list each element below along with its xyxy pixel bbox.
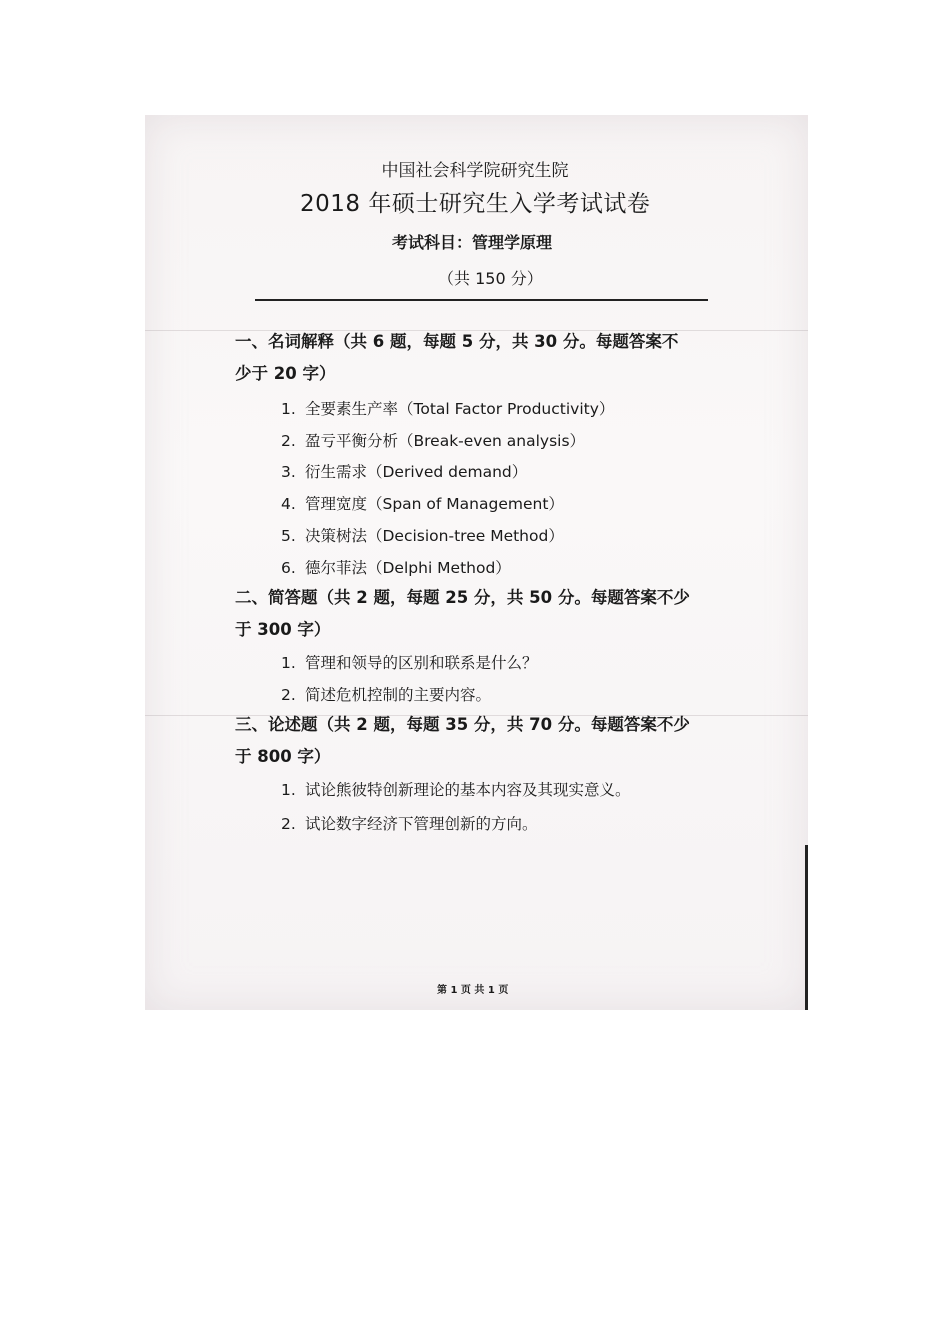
- section-heading: 二、简答题（共 2 题，每题 25 分，共 50 分。每题答案不少: [235, 588, 690, 607]
- question-text: 管理和领导的区别和联系是什么？: [305, 654, 538, 672]
- question-text: 简述危机控制的主要内容。: [305, 686, 492, 704]
- question-number: 1.: [281, 781, 296, 799]
- question-item: [281, 778, 631, 800]
- question-number: 3.: [281, 463, 296, 481]
- question-text: 盈亏平衡分析（Break-even analysis）: [305, 432, 586, 450]
- section-short-answer: [235, 582, 715, 646]
- question-text: 试论熊彼特创新理论的基本内容及其现实意义。: [305, 781, 631, 799]
- question-text: 决策树法（Decision-tree Method）: [305, 527, 564, 545]
- total-score: （共 150 分）: [438, 269, 543, 288]
- question-text: 管理宽度（Span of Management）: [305, 495, 564, 513]
- question-text: 衍生需求（Derived demand）: [305, 463, 528, 481]
- section-heading-cont: 于 800 字）: [235, 747, 331, 766]
- section-heading: 一、名词解释（共 6 题，每题 5 分，共 30 分。每题答案不: [235, 332, 679, 351]
- header-divider: [255, 299, 708, 301]
- question-text: 试论数字经济下管理创新的方向。: [305, 815, 538, 833]
- question-number: 5.: [281, 527, 296, 545]
- exam-title: 2018 年硕士研究生入学考试试卷: [300, 191, 651, 217]
- section-heading-cont: 于 300 字）: [235, 620, 331, 639]
- question-item: [281, 812, 538, 834]
- question-number: 1.: [281, 654, 296, 672]
- section-terms: [235, 326, 715, 390]
- scan-edge-shadow: [805, 845, 808, 1010]
- page-footer: 第 1 页 共 1 页: [437, 985, 509, 996]
- question-text: 全要素生产率（Total Factor Productivity）: [305, 400, 615, 418]
- section-heading: 三、论述题（共 2 题，每题 35 分，共 70 分。每题答案不少: [235, 715, 690, 734]
- exam-subject: 考试科目：管理学原理: [392, 233, 553, 252]
- question-item: [281, 556, 511, 578]
- question-item: [281, 683, 491, 705]
- question-item: [281, 397, 614, 419]
- question-number: 6.: [281, 559, 296, 577]
- section-heading-cont: 少于 20 字）: [235, 364, 336, 383]
- question-item: [281, 429, 585, 451]
- question-item: [281, 492, 564, 514]
- question-text: 德尔菲法（Delphi Method）: [305, 559, 511, 577]
- question-item: [281, 524, 564, 546]
- question-number: 2.: [281, 686, 296, 704]
- question-item: [281, 460, 527, 482]
- section-essay: [235, 709, 715, 773]
- school-name: 中国社会科学院研究生院: [381, 161, 569, 181]
- question-number: 2.: [281, 432, 296, 450]
- question-number: 2.: [281, 815, 296, 833]
- question-number: 4.: [281, 495, 296, 513]
- question-number: 1.: [281, 400, 296, 418]
- question-item: [281, 651, 538, 673]
